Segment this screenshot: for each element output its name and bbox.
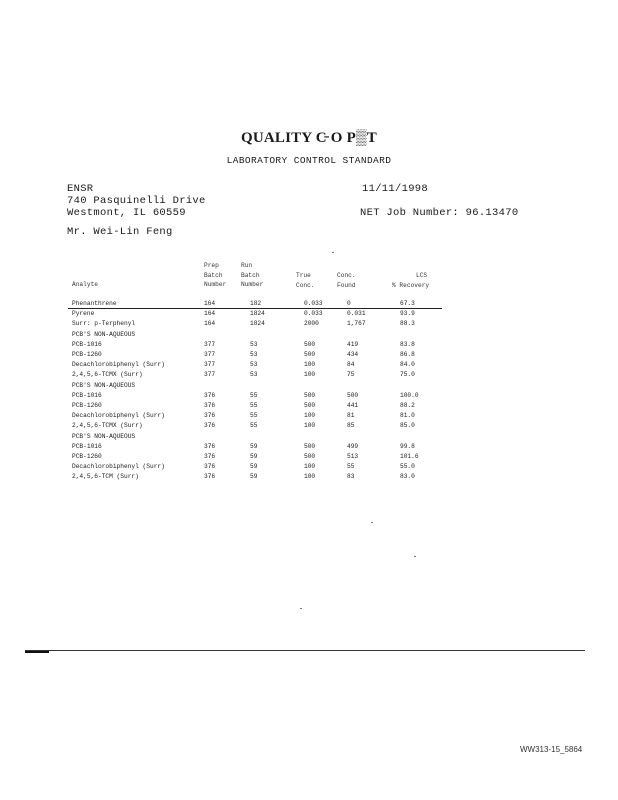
analyte-cell: Pyrene <box>72 310 95 318</box>
prep-batch-cell: 377 <box>204 340 216 348</box>
recovery-cell: 84.0 <box>400 361 415 369</box>
prep-batch-cell: 164 <box>204 300 216 307</box>
recovery-cell: 67.3 <box>400 300 415 307</box>
header-prep-batch <box>204 261 226 290</box>
analyte-cell: PCB-1016 <box>72 340 102 348</box>
header-true-line2: Conc. <box>296 281 315 289</box>
conc-found-cell: 84 <box>347 361 355 369</box>
recovery-cell: 88.2 <box>400 402 415 410</box>
conc-found-cell: 419 <box>347 340 359 348</box>
header-true-line1: True <box>296 272 311 279</box>
section-heading-row <box>72 432 460 442</box>
run-batch-cell <box>250 330 304 340</box>
analyte-cell: 2,4,5,6-TCM (Surr) <box>72 473 139 481</box>
header-rec-line1: LCS <box>416 272 428 279</box>
prep-batch-cell: 376 <box>204 473 216 481</box>
section-heading-row <box>72 330 460 340</box>
recovery-cell: 101.6 <box>400 453 419 461</box>
run-batch-cell: 59 <box>250 463 258 471</box>
run-batch-cell: 59 <box>250 442 258 450</box>
recovery-cell: 83.0 <box>400 473 415 481</box>
table-row <box>72 370 460 380</box>
true-conc-cell: 500 <box>304 391 316 399</box>
conc-found-cell: 55 <box>347 463 355 471</box>
address-city: Westmont, IL 60559 <box>67 207 186 219</box>
table-row <box>72 472 460 482</box>
job-number-label: NET Job Number: <box>360 207 460 219</box>
conc-found-cell: 0.031 <box>347 310 366 318</box>
true-conc-cell: 2000 <box>304 320 319 328</box>
table-row <box>72 319 460 329</box>
header-true-conc <box>296 271 315 290</box>
conc-found-cell: 81 <box>347 412 355 420</box>
prep-batch-cell: 164 <box>204 310 216 318</box>
run-batch-cell: 55 <box>250 402 258 410</box>
run-batch-cell: 53 <box>250 340 258 348</box>
table-row <box>72 391 460 401</box>
run-batch-cell: 182 <box>250 300 262 307</box>
analyte-cell: PCB-1016 <box>72 442 102 450</box>
results-table <box>72 299 460 483</box>
attention-line: Mr. Wei-Lin Feng <box>67 226 173 238</box>
analyte-cell: Phenanthrene <box>72 300 117 307</box>
report-subtitle: LABORATORY CONTROL STANDARD <box>226 155 392 166</box>
true-conc-cell: 500 <box>304 453 316 461</box>
analyte-cell: PCB'S NON-AQUEOUS <box>72 432 136 440</box>
table-row <box>72 421 460 431</box>
run-batch-cell <box>250 432 304 442</box>
header-analyte-text: Analyte <box>72 281 98 288</box>
prep-batch-cell: 376 <box>204 453 216 461</box>
table-row <box>72 299 460 309</box>
recovery-cell <box>400 381 460 391</box>
conc-found-cell <box>347 381 400 391</box>
run-batch-cell: 53 <box>250 371 258 379</box>
conc-found-cell: 0 <box>347 300 351 307</box>
analyte-cell: PCB'S NON-AQUEOUS <box>72 381 136 389</box>
conc-found-cell <box>347 330 400 340</box>
recovery-cell: 99.8 <box>400 442 415 450</box>
page-bottom-rule-mark <box>25 651 49 653</box>
run-batch-cell: 1824 <box>250 320 265 328</box>
header-run-line2: Batch <box>241 271 260 279</box>
header-run-line1: Run <box>241 262 253 269</box>
header-found-line1: Conc. <box>337 272 356 279</box>
analyte-cell: PCB-1016 <box>72 391 102 399</box>
true-conc-cell: 500 <box>304 442 316 450</box>
true-conc-cell: 100 <box>304 371 316 379</box>
table-row <box>72 350 460 360</box>
header-run-line3: Number <box>241 281 264 288</box>
table-row <box>72 401 460 411</box>
header-rec-line2: % Recovery <box>392 281 430 289</box>
prep-batch-cell: 376 <box>204 422 216 430</box>
true-conc-cell: 100 <box>304 412 316 420</box>
prep-batch-cell <box>204 330 250 340</box>
job-number-value: 96.13470 <box>465 207 519 219</box>
analyte-cell: 2,4,5,6-TCMX (Surr) <box>72 371 143 379</box>
prep-batch-cell <box>204 381 250 391</box>
prep-batch-cell: 164 <box>204 320 216 328</box>
scan-speck <box>414 556 416 557</box>
analyte-cell: Decachlorobiphenyl (Surr) <box>72 361 165 369</box>
run-batch-cell: 59 <box>250 473 258 481</box>
conc-found-cell: 500 <box>347 391 359 399</box>
recovery-cell: 88.3 <box>400 320 415 328</box>
analyte-cell: 2,4,5,6-TCMX (Surr) <box>72 422 143 430</box>
run-batch-cell: 1824 <box>250 310 265 318</box>
table-row <box>72 360 460 370</box>
true-conc-cell: 100 <box>304 463 316 471</box>
prep-batch-cell: 376 <box>204 463 216 471</box>
table-row <box>72 309 460 319</box>
recovery-cell <box>400 432 460 442</box>
header-conc-found <box>337 271 356 290</box>
report-date: 11/11/1998 <box>362 183 429 195</box>
header-run-batch <box>241 261 263 290</box>
conc-found-cell: 499 <box>347 442 359 450</box>
conc-found-cell: 83 <box>347 473 355 481</box>
true-conc-cell: 500 <box>304 402 316 410</box>
page-bottom-rule <box>25 650 585 651</box>
header-analyte <box>72 280 98 290</box>
true-conc-cell: 500 <box>304 340 316 348</box>
recovery-cell: 86.8 <box>400 351 415 359</box>
analyte-cell: Decachlorobiphenyl (Surr) <box>72 463 165 471</box>
table-row <box>72 340 460 350</box>
header-prep-line3: Number <box>204 281 227 288</box>
analyte-cell: Decachlorobiphenyl (Surr) <box>72 412 165 420</box>
scan-speck <box>332 252 334 253</box>
true-conc-cell: 500 <box>304 351 316 359</box>
recovery-cell: 83.8 <box>400 340 415 348</box>
recovery-cell: 100.0 <box>400 391 419 399</box>
conc-found-cell: 441 <box>347 402 359 410</box>
header-lcs-recovery <box>392 271 429 290</box>
true-conc-cell <box>304 432 347 442</box>
run-batch-cell: 53 <box>250 351 258 359</box>
report-title: QUALITY C̵̵ O P▒T <box>240 130 377 146</box>
section-heading-row <box>72 381 460 391</box>
true-conc-cell <box>304 330 347 340</box>
job-number-line <box>360 207 518 219</box>
scan-speck <box>300 608 302 609</box>
results-body <box>72 299 460 483</box>
prep-batch-cell: 376 <box>204 391 216 399</box>
prep-batch-cell: 376 <box>204 412 216 420</box>
scan-speck <box>371 522 373 523</box>
prep-batch-cell: 376 <box>204 402 216 410</box>
address-street: 740 Pasquinelli Drive <box>67 195 206 207</box>
true-conc-cell: 100 <box>304 473 316 481</box>
recipient-address <box>67 183 206 219</box>
recovery-cell: 93.9 <box>400 310 415 318</box>
true-conc-cell <box>304 381 347 391</box>
table-row <box>72 442 460 452</box>
true-conc-cell: 0.033 <box>304 310 323 318</box>
analyte-cell: PCB-1260 <box>72 351 102 359</box>
prep-batch-cell: 377 <box>204 371 216 379</box>
recovery-cell: 81.0 <box>400 412 415 420</box>
analyte-cell: PCB-1260 <box>72 453 102 461</box>
table-row <box>72 411 460 421</box>
run-batch-cell: 55 <box>250 391 258 399</box>
run-batch-cell <box>250 381 304 391</box>
header-found-line2: Found <box>337 281 356 289</box>
prep-batch-cell: 377 <box>204 361 216 369</box>
run-batch-cell: 55 <box>250 422 258 430</box>
true-conc-cell: 100 <box>304 422 316 430</box>
prep-batch-cell: 377 <box>204 351 216 359</box>
document-id: WW313-15_5864 <box>520 745 583 754</box>
conc-found-cell: 513 <box>347 453 359 461</box>
header-prep-line2: Batch <box>204 271 223 279</box>
recovery-cell: 55.0 <box>400 463 415 471</box>
conc-found-cell: 1,767 <box>347 320 366 328</box>
table-row <box>72 452 460 462</box>
conc-found-cell: 85 <box>347 422 355 430</box>
conc-found-cell <box>347 432 400 442</box>
true-conc-cell: 100 <box>304 361 316 369</box>
analyte-cell: PCB'S NON-AQUEOUS <box>72 330 136 338</box>
recovery-cell: 75.0 <box>400 371 415 379</box>
true-conc-cell: 0.033 <box>304 300 323 307</box>
table-row <box>72 462 460 472</box>
run-batch-cell: 59 <box>250 453 258 461</box>
run-batch-cell: 55 <box>250 412 258 420</box>
prep-batch-cell: 376 <box>204 442 216 450</box>
address-company: ENSR <box>67 183 94 195</box>
analyte-cell: Surr: p-Terphenyl <box>72 320 136 328</box>
prep-batch-cell <box>204 432 250 442</box>
conc-found-cell: 434 <box>347 351 359 359</box>
recovery-cell <box>400 330 460 340</box>
run-batch-cell: 53 <box>250 361 258 369</box>
analyte-cell: PCB-1260 <box>72 402 102 410</box>
header-prep-line1: Prep <box>204 262 219 269</box>
conc-found-cell: 75 <box>347 371 355 379</box>
recovery-cell: 85.0 <box>400 422 415 430</box>
